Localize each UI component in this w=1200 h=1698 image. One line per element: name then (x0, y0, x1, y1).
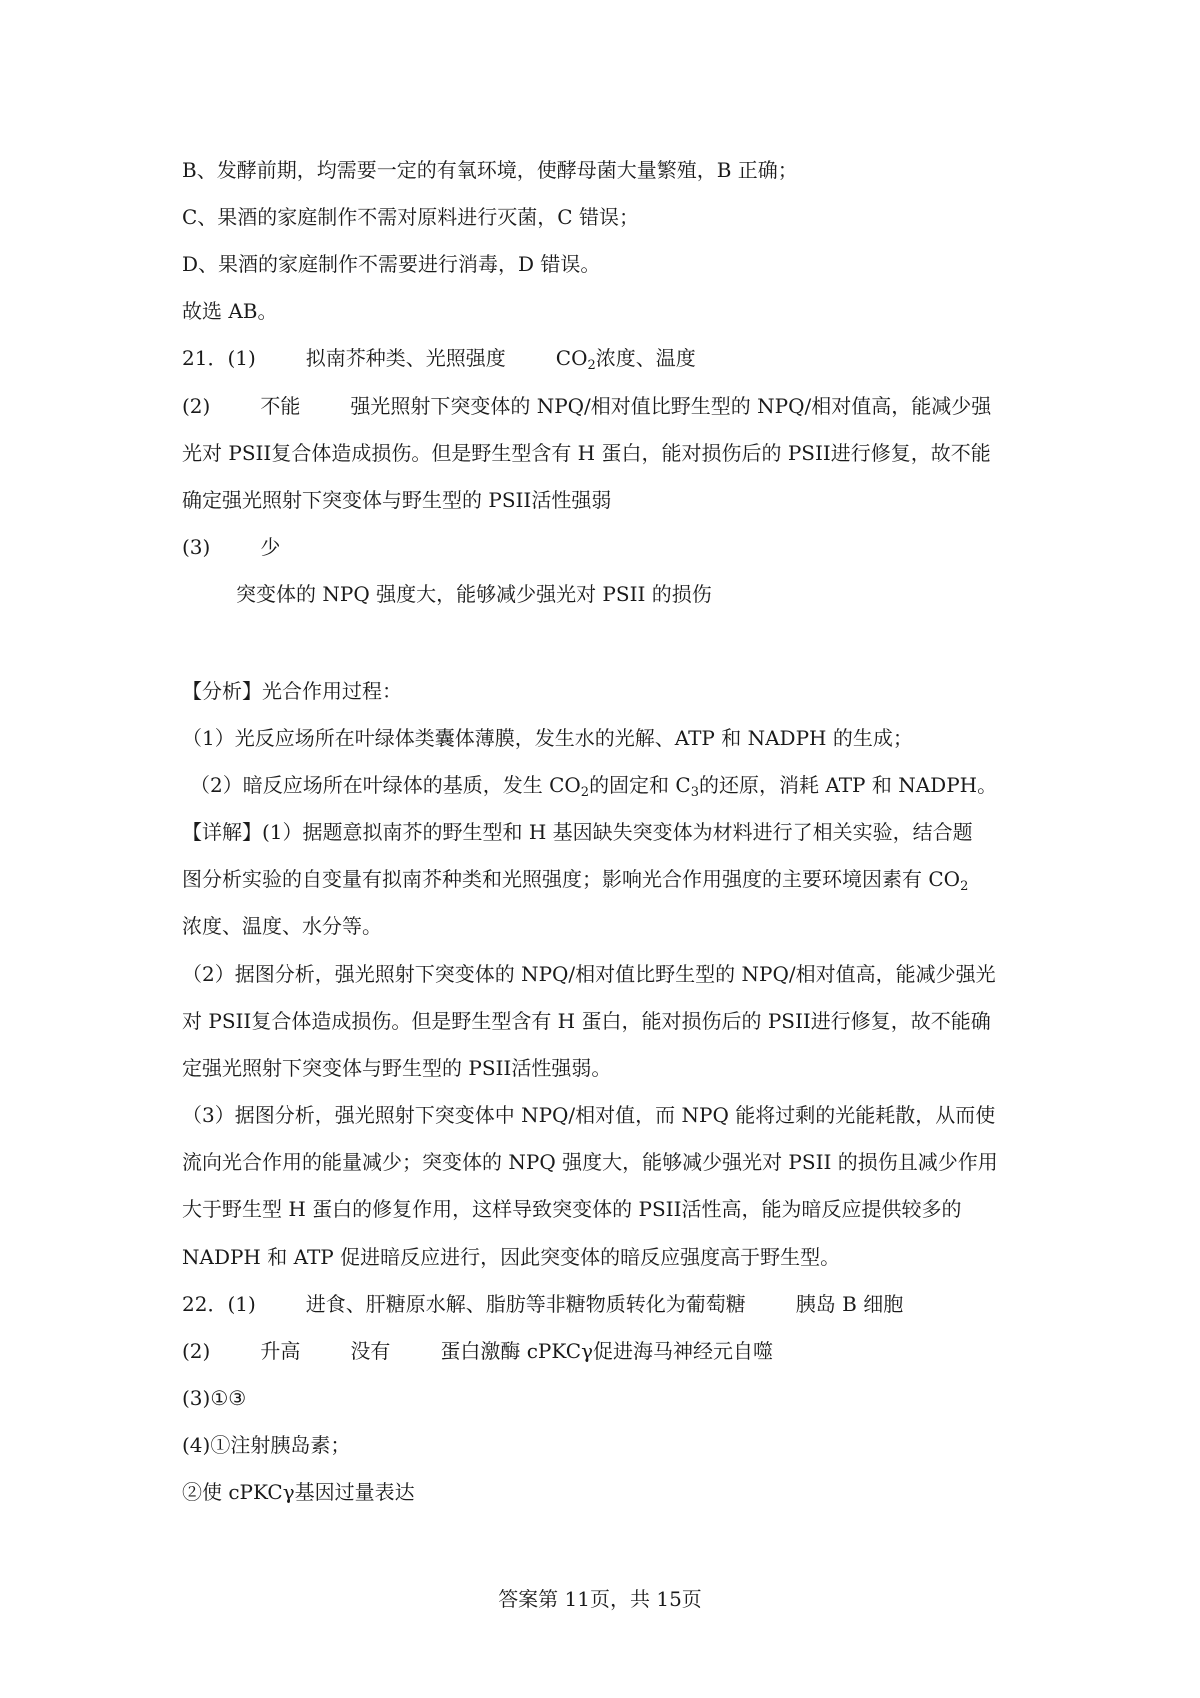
analysis-title: 【分析】光合作用过程： (182, 679, 402, 703)
option-c-text: C、果酒的家庭制作不需对原料进行灭菌，C 错误； (182, 205, 639, 229)
q22-part1-number: 22．(1) (182, 1292, 256, 1316)
q21-part1-number: 21．(1) (182, 346, 256, 370)
q21-part3-line2: 突变体的 NPQ 强度大，能够减少强光对 PSII 的损伤 (236, 582, 712, 606)
q22-part1-answer-b: 胰岛 B 细胞 (795, 1292, 904, 1316)
q22-part2-answer-c: 蛋白激酶 cPKCγ促进海马神经元自噬 (440, 1339, 774, 1363)
q22-part2-answer-a: 升高 (260, 1339, 301, 1363)
q21-part2-answer-a: 不能 (260, 394, 301, 418)
detail-line5: 对 PSII复合体造成损伤。但是野生型含有 H 蛋白，能对损伤后的 PSII进行修复，故不能确 (182, 1009, 991, 1033)
q22-part3: (3)①③ (182, 1386, 247, 1410)
answer-text: 故选 AB。 (182, 299, 278, 323)
q21-part2-line1 (182, 392, 991, 420)
page-footer: 答案第 11页，共 15页 (498, 1587, 702, 1611)
detail-line3: 浓度、温度、水分等。 (182, 914, 382, 938)
option-d-text: D、果酒的家庭制作不需要进行消毒，D 错误。 (182, 252, 601, 276)
option-b-text: B、发酵前期，均需要一定的有氧环境，使酵母菌大量繁殖，B 正确； (182, 158, 798, 182)
q22-part1-answer-a: 进食、肝糖原水解、脂肪等非糖物质转化为葡萄糖 (305, 1292, 746, 1316)
q22-part4-line1: (4)①注射胰岛素； (182, 1433, 351, 1457)
q22-part2 (182, 1337, 773, 1365)
q21-part3-number: (3) (182, 535, 211, 559)
detail-line8: 流向光合作用的能量减少；突变体的 NPQ 强度大，能够减少强光对 PSII 的损伤且减少作用 (182, 1150, 998, 1174)
detail-line10: NADPH 和 ATP 促进暗反应进行，因此突变体的暗反应强度高于野生型。 (182, 1245, 841, 1269)
q22-part1 (182, 1290, 903, 1318)
detail-line1: 【详解】(1）据题意拟南芥的野生型和 H 基因缺失突变体为材料进行了相关实验，结合题 (182, 820, 973, 844)
detail-line6: 定强光照射下突变体与野生型的 PSII活性强弱。 (182, 1056, 612, 1080)
analysis-line2: （2）暗反应场所在叶绿体的基质，发生 $CO_2$的固定和 $C_3$的还原，消耗 ATP 和 NADPH。 (190, 773, 998, 800)
q21-part3-answer-a: 少 (260, 535, 281, 559)
q21-part1-answer-a: 拟南芥种类、光照强度 (305, 346, 506, 370)
q22-part2-number: (2) (182, 1339, 211, 1363)
detail-line4: （2）据图分析，强光照射下突变体的 NPQ/相对值比野生型的 NPQ/相对值高，能减少强光 (182, 962, 996, 986)
q21-part1 (182, 344, 696, 372)
q21-part2-number: (2) (182, 394, 211, 418)
detail-line2: 图分析实验的自变量有拟南芥种类和光照强度；影响光合作用强度的主要环境因素有 $CO_2$ (182, 867, 969, 894)
detail-line9: 大于野生型 H 蛋白的修复作用，这样导致突变体的 PSII活性高，能为暗反应提供较多的 (182, 1197, 962, 1221)
analysis-line1: （1）光反应场所在叶绿体类囊体薄膜，发生水的光解、ATP 和 NADPH 的生成； (182, 726, 913, 750)
q22-part4-line2: ②使 cPKCγ基因过量表达 (182, 1480, 415, 1504)
detail-line7: （3）据图分析，强光照射下突变体中 NPQ/相对值，而 NPQ 能将过剩的光能耗散，从而使 (182, 1103, 996, 1127)
q21-part2-line2: 光对 PSII复合体造成损伤。但是野生型含有 H 蛋白，能对损伤后的 PSII进行修复，故不能 (182, 441, 991, 465)
q21-part1-answer-b: $CO_2$浓度、温度 (555, 346, 696, 373)
q22-part2-answer-b: 没有 (350, 1339, 391, 1363)
q21-part2-answer-b: 强光照射下突变体的 NPQ/相对值比野生型的 NPQ/相对值高，能减少强 (350, 394, 992, 418)
q21-part2-line3: 确定强光照射下突变体与野生型的 PSII活性强弱 (182, 488, 612, 512)
q21-part3-line1 (182, 533, 280, 561)
